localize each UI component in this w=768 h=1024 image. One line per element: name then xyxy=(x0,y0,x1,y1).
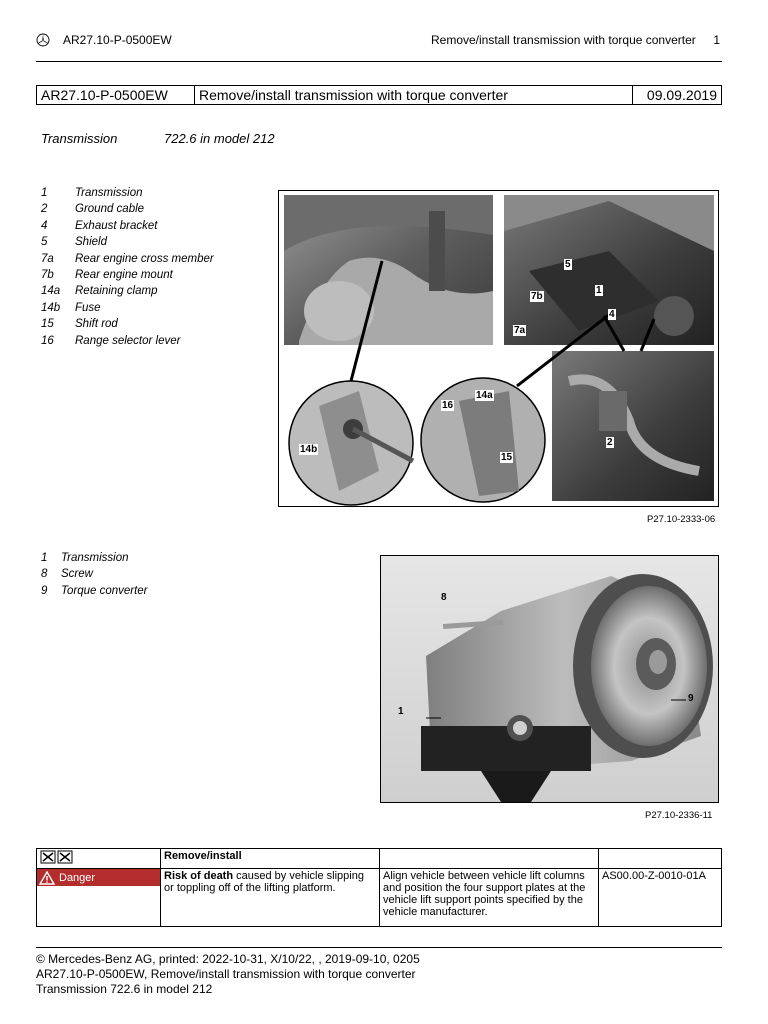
reference-cell: AS00.00-Z-0010-01A xyxy=(599,869,722,927)
legend-text: Range selector lever xyxy=(75,334,181,347)
subject-label: Transmission xyxy=(41,131,118,146)
legend-text: Shift rod xyxy=(75,318,118,331)
title-box xyxy=(36,85,722,105)
legend-text: Torque converter xyxy=(61,584,148,597)
legend-text: Rear engine mount xyxy=(75,268,173,281)
callout-4: 4 xyxy=(609,309,615,320)
legend-number: 8 xyxy=(41,568,48,581)
warning-triangle-icon xyxy=(39,871,55,885)
footer-line-2: AR27.10-P-0500EW, Remove/install transmission with torque converter xyxy=(36,967,416,981)
legend-item xyxy=(41,269,271,285)
legend-item xyxy=(41,585,241,601)
legend-text: Transmission xyxy=(75,187,143,199)
legend-item xyxy=(41,253,271,269)
legend-number: 14a xyxy=(41,285,61,298)
header-doc-code: AR27.10-P-0500EW xyxy=(63,33,172,47)
legend-item xyxy=(41,187,271,203)
title-box-code: AR27.10-P-0500EW xyxy=(37,86,195,104)
legend-text: Exhaust bracket xyxy=(75,219,158,232)
callout-5: 5 xyxy=(565,259,571,270)
table-header-empty-2 xyxy=(599,849,722,869)
footer-line-3: Transmission 722.6 in model 212 xyxy=(36,982,213,996)
footer-line-1: © Mercedes-Benz AG, printed: 2022-10-31, X/10/22, , 2019-09-10, 0205 xyxy=(36,952,420,966)
legend-item xyxy=(41,236,271,252)
legend-figure-1 xyxy=(41,187,271,351)
figure-1-illustration xyxy=(279,191,718,506)
page-number: 1 xyxy=(713,33,720,47)
mercedes-star-logo xyxy=(36,33,50,47)
legend-number: 5 xyxy=(41,236,48,249)
callout-7b: 7b xyxy=(531,291,543,302)
figure-1-reference: P27.10-2333-06 xyxy=(647,514,716,525)
instruction-cell: Align vehicle between vehicle lift columns and position the four support plates at the vehicle lift support points specified by the vehicle manufacturer. xyxy=(380,869,599,927)
legend-text: Retaining clamp xyxy=(75,285,158,298)
legend-number: 7b xyxy=(41,268,54,281)
figure-transmission-underbody xyxy=(278,190,719,507)
callout-16: 16 xyxy=(442,400,454,411)
legend-item xyxy=(41,285,271,301)
callout-transmission-1: 1 xyxy=(398,706,404,717)
table-header-empty xyxy=(380,849,599,869)
title-box-title: Remove/install transmission with torque converter xyxy=(195,86,633,104)
figure-transmission-torque-converter xyxy=(380,555,719,803)
callout-14b: 14b xyxy=(300,444,318,455)
legend-number: 15 xyxy=(41,318,54,331)
risk-bold: Risk of death xyxy=(164,870,234,882)
callout-2: 2 xyxy=(607,437,613,448)
legend-item xyxy=(41,318,271,334)
risk-text: caused by vehicle slipping or toppling off of the lifting platform. xyxy=(164,870,364,894)
work-step-table xyxy=(36,848,722,927)
legend-text: Fuse xyxy=(75,301,101,314)
danger-cell xyxy=(37,869,161,927)
legend-text: Transmission xyxy=(61,552,129,564)
legend-number: 16 xyxy=(41,334,54,347)
header-title: Remove/install transmission with torque converter xyxy=(431,33,696,47)
header-rule xyxy=(36,61,722,62)
legend-item xyxy=(41,302,271,318)
callout-15: 15 xyxy=(501,452,513,463)
title-box-date: 09.09.2019 xyxy=(646,87,717,103)
callout-1: 1 xyxy=(596,285,602,296)
legend-figure-2 xyxy=(41,552,241,601)
figure-2-illustration xyxy=(381,556,718,802)
legend-number: 1 xyxy=(41,187,48,199)
subject-value: 722.6 in model 212 xyxy=(164,131,275,146)
footer-rule xyxy=(36,947,722,948)
risk-cell xyxy=(161,869,380,927)
legend-text: Screw xyxy=(61,568,93,581)
legend-number: 9 xyxy=(41,584,48,597)
legend-number: 2 xyxy=(41,203,48,216)
legend-text: Rear engine cross member xyxy=(75,252,214,265)
legend-text: Shield xyxy=(75,236,107,249)
legend-item xyxy=(41,568,241,584)
legend-item xyxy=(41,335,271,351)
danger-badge xyxy=(37,869,160,886)
legend-number: 14b xyxy=(41,301,61,314)
table-header: Remove/install xyxy=(161,849,380,869)
legend-item xyxy=(41,203,271,219)
legend-item xyxy=(41,220,271,236)
legend-number: 1 xyxy=(41,552,48,564)
tool-icons-cell xyxy=(37,849,161,869)
tool-icon xyxy=(40,850,74,864)
footer xyxy=(36,952,420,997)
legend-text: Ground cable xyxy=(75,203,145,216)
callout-7a: 7a xyxy=(514,325,526,336)
legend-item xyxy=(41,552,241,568)
legend-number: 4 xyxy=(41,219,48,232)
callout-8: 8 xyxy=(441,592,447,603)
danger-label: Danger xyxy=(59,871,96,884)
figure-2-reference: P27.10-2336-11 xyxy=(645,810,713,821)
running-header xyxy=(36,33,722,49)
callout-14a: 14a xyxy=(476,390,493,401)
legend-number: 7a xyxy=(41,252,54,265)
callout-9: 9 xyxy=(688,693,694,704)
